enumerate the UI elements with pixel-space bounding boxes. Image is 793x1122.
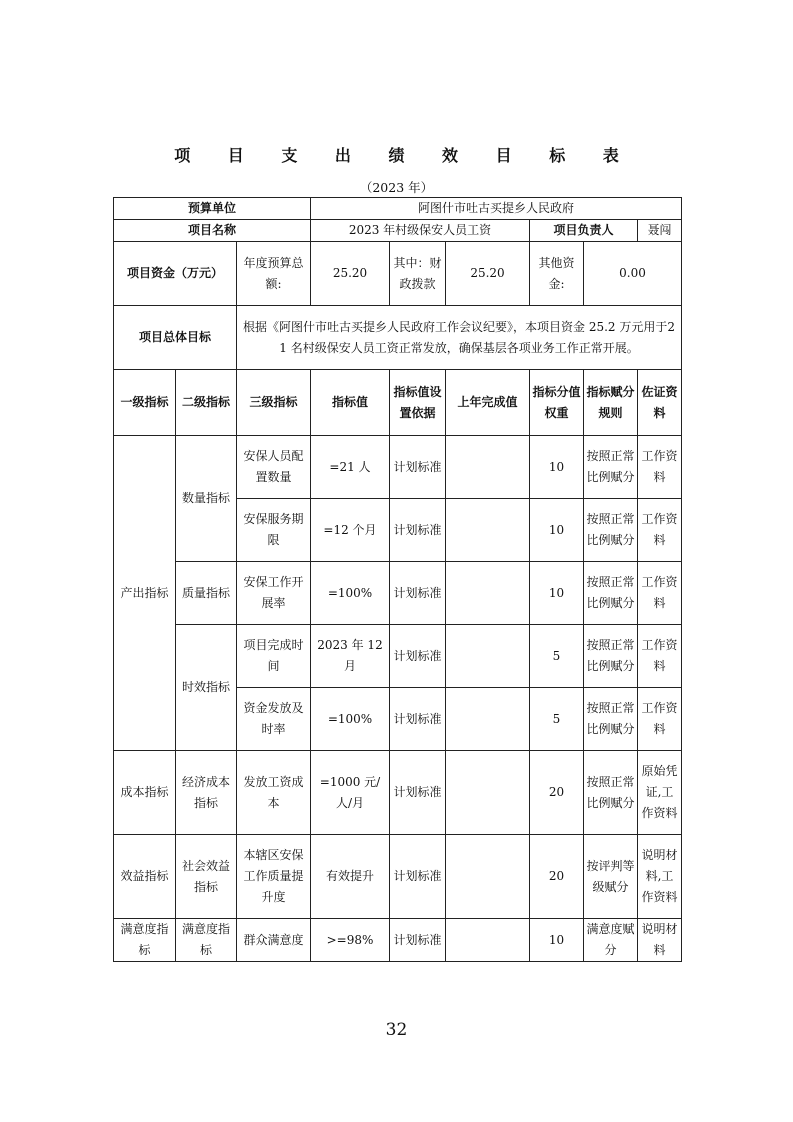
rule-cell: 按照正常比例赋分 xyxy=(584,562,638,625)
value-cell: =100% xyxy=(311,562,390,625)
weight-cell: 10 xyxy=(530,499,584,562)
table-row xyxy=(114,751,682,835)
table-row xyxy=(114,835,682,919)
rule-cell: 按照正常比例赋分 xyxy=(584,499,638,562)
project-name-label: 项目名称 xyxy=(114,220,311,242)
header-weight: 指标分值权重 xyxy=(530,370,584,436)
level3-cell: 发放工资成本 xyxy=(237,751,311,835)
evidence-cell: 工作资料 xyxy=(638,499,682,562)
level3-cell: 群众满意度 xyxy=(237,919,311,962)
group-cost: 成本指标 xyxy=(114,751,176,835)
group-timeliness: 时效指标 xyxy=(176,625,237,751)
fiscal-label: 其中：财政拨款 xyxy=(390,242,446,306)
last-year-cell xyxy=(446,835,530,919)
header-level1: 一级指标 xyxy=(114,370,176,436)
year-label: （2023 年） xyxy=(359,180,434,195)
budget-unit-label: 预算单位 xyxy=(114,198,311,220)
table-row xyxy=(114,625,682,688)
evidence-cell: 工作资料 xyxy=(638,436,682,499)
group-quantity: 数量指标 xyxy=(176,436,237,562)
budget-unit-row xyxy=(114,198,682,220)
table-row xyxy=(114,919,682,962)
basis-cell: 计划标准 xyxy=(390,835,446,919)
rule-cell: 按照正常比例赋分 xyxy=(584,625,638,688)
table-row xyxy=(114,436,682,499)
group-economic-cost: 经济成本指标 xyxy=(176,751,237,835)
weight-cell: 5 xyxy=(530,688,584,751)
table-row xyxy=(114,562,682,625)
header-evidence: 佐证资料 xyxy=(638,370,682,436)
group-satisfaction-sub: 满意度指标 xyxy=(176,919,237,962)
weight-cell: 5 xyxy=(530,625,584,688)
basis-cell: 计划标准 xyxy=(390,625,446,688)
weight-cell: 20 xyxy=(530,835,584,919)
level3-cell: 安保服务期限 xyxy=(237,499,311,562)
performance-table xyxy=(113,197,682,962)
value-cell: =1000 元/人/月 xyxy=(311,751,390,835)
group-satisfaction: 满意度指标 xyxy=(114,919,176,962)
last-year-cell xyxy=(446,562,530,625)
funds-row xyxy=(114,242,682,306)
basis-cell: 计划标准 xyxy=(390,919,446,962)
basis-cell: 计划标准 xyxy=(390,562,446,625)
value-cell: =12 个月 xyxy=(311,499,390,562)
other-funds-label: 其他资金: xyxy=(530,242,584,306)
evidence-cell: 工作资料 xyxy=(638,625,682,688)
goal-text: 根据《阿图什市吐古买提乡人民政府工作会议纪要》，本项目资金 25.2 万元用于21 名村级保安人员工资正常发放，确保基层各项业务工作正常开展。 xyxy=(237,306,682,370)
weight-cell: 10 xyxy=(530,436,584,499)
group-social-benefit: 社会效益指标 xyxy=(176,835,237,919)
value-cell: =100% xyxy=(311,688,390,751)
rule-cell: 按评判等级赋分 xyxy=(584,835,638,919)
level3-cell: 资金发放及时率 xyxy=(237,688,311,751)
basis-cell: 计划标准 xyxy=(390,751,446,835)
last-year-cell xyxy=(446,919,530,962)
fiscal-value: 25.20 xyxy=(446,242,530,306)
page-title: 项 目 支 出 绩 效 目 标 表 xyxy=(174,146,635,165)
last-year-cell xyxy=(446,499,530,562)
rule-cell: 按照正常比例赋分 xyxy=(584,688,638,751)
header-last-year: 上年完成值 xyxy=(446,370,530,436)
value-cell: =21 人 xyxy=(311,436,390,499)
group-benefit: 效益指标 xyxy=(114,835,176,919)
group-output: 产出指标 xyxy=(114,436,176,751)
annual-budget-label: 年度预算总额: xyxy=(237,242,311,306)
page-number: 32 xyxy=(385,1020,408,1040)
weight-cell: 20 xyxy=(530,751,584,835)
value-cell: 2023 年 12 月 xyxy=(311,625,390,688)
level3-cell: 安保工作开展率 xyxy=(237,562,311,625)
last-year-cell xyxy=(446,436,530,499)
weight-cell: 10 xyxy=(530,562,584,625)
header-level2: 二级指标 xyxy=(176,370,237,436)
basis-cell: 计划标准 xyxy=(390,436,446,499)
value-cell: 有效提升 xyxy=(311,835,390,919)
level3-cell: 安保人员配置数量 xyxy=(237,436,311,499)
evidence-cell: 原始凭证,工作资料 xyxy=(638,751,682,835)
value-cell: >=98% xyxy=(311,919,390,962)
header-row xyxy=(114,370,682,436)
header-rule: 指标赋分规则 xyxy=(584,370,638,436)
annual-budget-value: 25.20 xyxy=(311,242,390,306)
basis-cell: 计划标准 xyxy=(390,499,446,562)
last-year-cell xyxy=(446,751,530,835)
last-year-cell xyxy=(446,688,530,751)
other-funds-value: 0.00 xyxy=(584,242,682,306)
project-name-row xyxy=(114,220,682,242)
project-leader-value: 聂闯 xyxy=(638,220,682,242)
rule-cell: 按照正常比例赋分 xyxy=(584,751,638,835)
goal-row xyxy=(114,306,682,370)
level3-cell: 本辖区安保工作质量提升度 xyxy=(237,835,311,919)
evidence-cell: 说明材料 xyxy=(638,919,682,962)
evidence-cell: 工作资料 xyxy=(638,688,682,751)
project-leader-label: 项目负责人 xyxy=(530,220,638,242)
group-quality: 质量指标 xyxy=(176,562,237,625)
evidence-cell: 说明材料,工作资料 xyxy=(638,835,682,919)
project-name-value: 2023 年村级保安人员工资 xyxy=(311,220,530,242)
evidence-cell: 工作资料 xyxy=(638,562,682,625)
weight-cell: 10 xyxy=(530,919,584,962)
basis-cell: 计划标准 xyxy=(390,688,446,751)
goal-label: 项目总体目标 xyxy=(114,306,237,370)
header-level3: 三级指标 xyxy=(237,370,311,436)
budget-unit-value: 阿图什市吐古买提乡人民政府 xyxy=(311,198,682,220)
level3-cell: 项目完成时间 xyxy=(237,625,311,688)
rule-cell: 按照正常比例赋分 xyxy=(584,436,638,499)
header-value: 指标值 xyxy=(311,370,390,436)
last-year-cell xyxy=(446,625,530,688)
funds-label: 项目资金（万元） xyxy=(114,242,237,306)
rule-cell: 满意度赋分 xyxy=(584,919,638,962)
header-basis: 指标值设置依据 xyxy=(390,370,446,436)
